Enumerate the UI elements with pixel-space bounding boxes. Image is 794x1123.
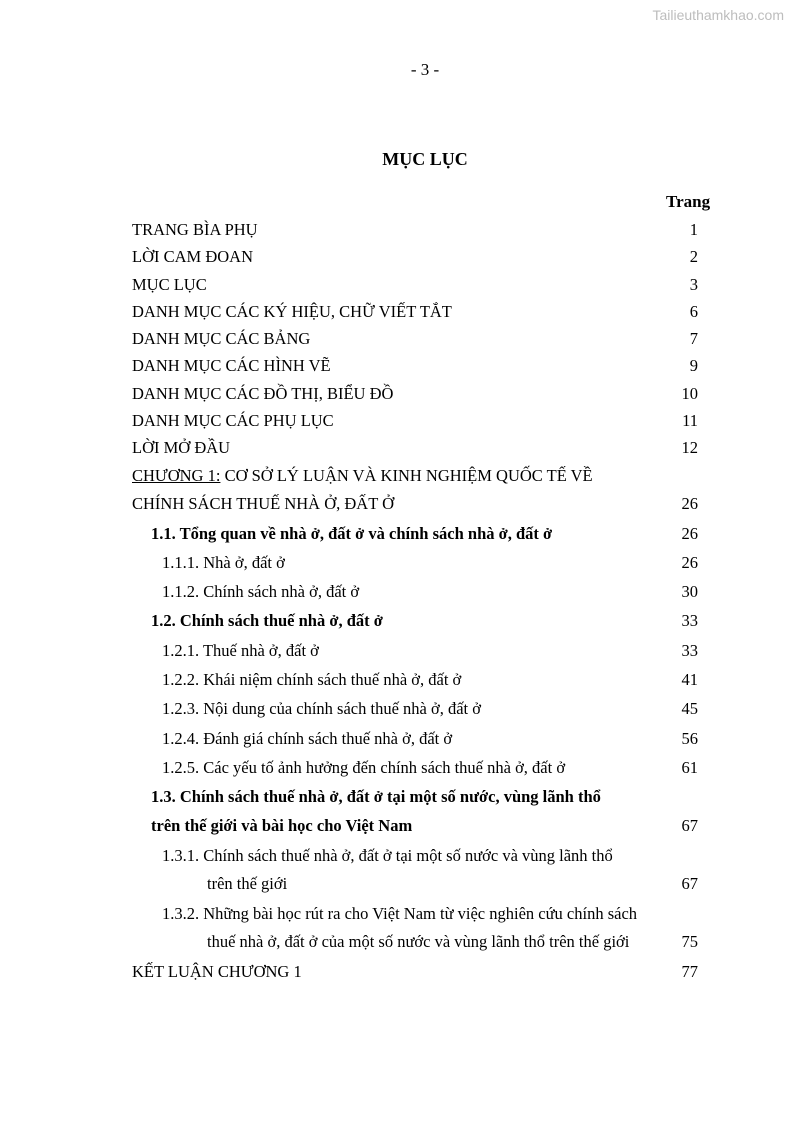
toc-entry-text[interactable]: 1.1.2. Chính sách nhà ở, đất ở [162,582,360,601]
toc-entry-text[interactable]: DANH MỤC CÁC BẢNG [132,329,311,348]
toc-entry-page: 75 [681,932,698,951]
toc-entry-text[interactable]: 1.1.1. Nhà ở, đất ở [162,553,285,572]
watermark: Tailieuthamkhao.com [652,7,784,23]
toc-entry-page: 26 [681,494,698,513]
toc-entry-page: 33 [681,641,698,660]
toc-entry-text[interactable]: 1.2.1. Thuế nhà ở, đất ở [162,641,319,660]
toc-entry-page: 1 [689,220,698,239]
toc-entry-text[interactable]: MỤC LỤC [132,275,207,294]
toc-entry-chapter[interactable] [132,466,593,486]
toc-entry-text[interactable]: DANH MỤC CÁC ĐỒ THỊ, BIỂU ĐỒ [132,384,394,403]
toc-entry-text[interactable]: 1.3.2. Những bài học rút ra cho Việt Nam từ việc nghiên cứu chính sách [162,904,638,923]
chapter-label: CHƯƠNG 1: [132,466,221,485]
toc-entry-text[interactable]: 1.3.1. Chính sách thuế nhà ở, đất ở tại một số nước và vùng lãnh thổ [162,846,613,865]
toc-entry-text[interactable]: DANH MỤC CÁC PHỤ LỤC [132,411,334,430]
toc-entry-page: 67 [681,874,698,893]
toc-entry-page: 11 [682,411,698,430]
toc-entry-text[interactable]: DANH MỤC CÁC KÝ HIỆU, CHỮ VIẾT TẮT [132,302,452,321]
toc-entry-text[interactable]: 1.2.5. Các yếu tố ảnh hưởng đến chính sách thuế nhà ở, đất ở [162,758,566,777]
toc-entry-page: 61 [681,758,698,777]
toc-entry-section-cont[interactable]: trên thế giới và bài học cho Việt Nam [151,816,413,835]
toc-entry-text[interactable]: KẾT LUẬN CHƯƠNG 1 [132,962,302,981]
page-number: - 3 - [410,60,440,79]
toc-entry-page: 7 [689,329,698,348]
toc-entry-page: 2 [689,247,698,266]
toc-entry-page: 67 [681,816,698,835]
toc-entry-page: 33 [681,611,698,630]
toc-entry-text[interactable]: 1.2.2. Khái niệm chính sách thuế nhà ở, đất ở [162,670,462,689]
toc-entry-page: 26 [681,553,698,572]
page-title: MỤC LỤC [382,149,468,169]
toc-entry-page: 30 [681,582,698,601]
toc-entry-page: 6 [689,302,698,321]
toc-entry-text[interactable]: DANH MỤC CÁC HÌNH VẼ [132,356,331,375]
toc-entry-text[interactable]: 1.2.3. Nội dung của chính sách thuế nhà ở, đất ở [162,699,481,718]
toc-entry-chapter-cont[interactable]: CHÍNH SÁCH THUẾ NHÀ Ở, ĐẤT Ở [132,494,395,513]
toc-entry-page: 77 [681,962,698,981]
toc-entry-section[interactable]: 1.1. Tổng quan về nhà ở, đất ở và chính sách nhà ở, đất ở [151,524,553,543]
toc-entry-text-cont[interactable]: thuế nhà ở, đất ở của một số nước và vùng lãnh thổ trên thế giới [207,932,630,951]
toc-entry-page: 3 [689,275,698,294]
toc-entry-page: 10 [681,384,698,403]
toc-entry-section[interactable]: 1.2. Chính sách thuế nhà ở, đất ở [151,611,383,630]
toc-entry-text[interactable]: LỜI CAM ĐOAN [132,247,253,266]
toc-entry-section[interactable]: 1.3. Chính sách thuế nhà ở, đất ở tại một số nước, vùng lãnh thổ [151,787,601,806]
toc-entry-page: 12 [681,438,698,457]
toc-entry-page: 9 [689,356,698,375]
toc-entry-page: 26 [681,524,698,543]
toc-entry-page: 41 [681,670,698,689]
toc-entry-text[interactable]: 1.2.4. Đánh giá chính sách thuế nhà ở, đất ở [162,729,453,748]
toc-entry-text[interactable]: LỜI MỞ ĐẦU [132,438,231,457]
toc-entry-text[interactable]: TRANG BÌA PHỤ [132,220,258,239]
chapter-title: CƠ SỞ LÝ LUẬN VÀ KINH NGHIỆM QUỐC TẾ VỀ [220,466,593,485]
toc-entry-page: 45 [681,699,698,718]
toc-entry-text-cont[interactable]: trên thế giới [207,874,288,893]
toc-entry-page: 56 [681,729,698,748]
page-column-header: Trang [666,192,711,211]
